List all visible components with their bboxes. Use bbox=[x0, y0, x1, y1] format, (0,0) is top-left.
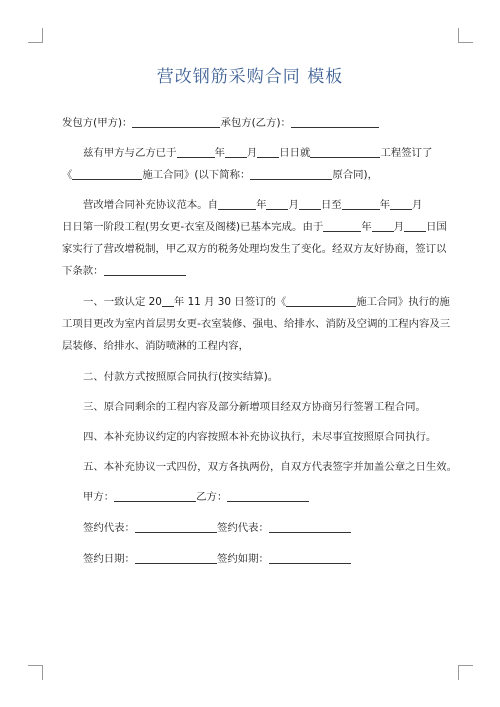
crop-mark-bottom-left bbox=[28, 665, 43, 680]
background-line-3: 家实行了营改增税制，甲乙双方的税务处理均发生了变化。经双方友好协商，签订以 bbox=[62, 243, 447, 255]
document-body bbox=[62, 112, 458, 570]
clause-1-line-3: 层装修、给排水、消防喷淋的工程内容， bbox=[62, 340, 250, 352]
background-line-1: 营改增合同补充协议范本。自 年 月 日至 年 月 bbox=[62, 194, 442, 216]
signature-reps bbox=[62, 517, 442, 539]
clause-4: 四、本补充协议约定的内容按照本补充协议执行，未尽事宜按照原合同执行。 bbox=[83, 431, 437, 443]
party-b-blank bbox=[291, 114, 379, 128]
crop-mark-top-left bbox=[28, 28, 43, 43]
clause-5: 五、本补充协议一式四份，双方各执两份，自双方代表签字并加盖公章之日生效。 bbox=[83, 461, 458, 473]
party-b-label: 承包方(乙方)： bbox=[220, 117, 291, 129]
preamble-line-1: 兹有甲方与乙方已于 年 月 日日就 工程签订了 bbox=[62, 142, 442, 164]
background-line-2: 日日第一阶段工程(男女更-衣室及阁楼)已基本完成。由于 年 月 日国 bbox=[62, 216, 442, 238]
sign-party-a-label: 甲方： bbox=[83, 491, 115, 503]
preamble-line-2: 《 施工合同》(以下简称： 原合同)， bbox=[62, 164, 442, 186]
sign-party-b-label: 乙方： bbox=[196, 491, 228, 503]
clause-2: 二、付款方式按照原合同执行(按实结算)。 bbox=[83, 371, 279, 383]
clause-1-line-2: 工项目更改为室内首层男女更-衣室装修、强电、给排水、消防及空调的工程内容及三 bbox=[62, 318, 451, 330]
clause-1-line-1: 一、一致认定 20 年 11 月 30 日签订的《 施工合同》执行的施 bbox=[62, 291, 442, 313]
party-a-blank bbox=[132, 114, 220, 128]
crop-mark-top-right bbox=[458, 28, 473, 43]
sign-rep-a-label: 签约代表： bbox=[83, 522, 135, 534]
sign-date-a-label: 签约日期： bbox=[83, 553, 135, 565]
clause-3: 三、原合同剩余的工程内容及部分新增项目经双方协商另行签署工程合同。 bbox=[83, 401, 426, 413]
sign-date-b-label: 签约如期： bbox=[216, 553, 269, 565]
signature-parties bbox=[62, 486, 442, 508]
parties-line bbox=[62, 112, 442, 134]
crop-mark-bottom-right bbox=[458, 665, 473, 680]
background-line-4: 下条款： bbox=[62, 260, 442, 282]
signature-dates bbox=[62, 548, 442, 570]
document-title: 营改钢筋采购合同 模板 bbox=[156, 67, 344, 87]
party-a-label: 发包方(甲方)： bbox=[62, 117, 133, 129]
sign-rep-b-label: 签约代表： bbox=[216, 522, 269, 534]
